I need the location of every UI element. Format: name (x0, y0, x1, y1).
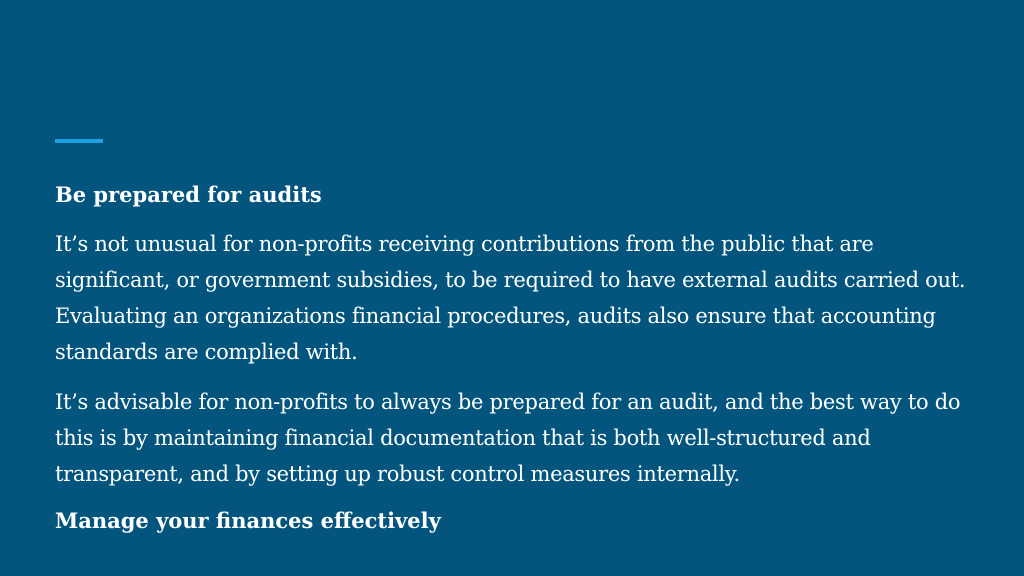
section-heading: Be prepared for audits (55, 182, 322, 207)
paragraph-audit-preparation: It’s advisable for non-profits to always be prepared for an audit, and the best way to do this is by maintaining financial documentation that is both well-structured and transparent, and by setting up robust control measures internally. (55, 390, 961, 486)
accent-bar (55, 139, 103, 143)
paragraph-audits-requirement: It’s not unusual for non-profits receiving contributions from the public that are significant, or government subsidies, to be required to have external audits carried out. Evaluating an organizations financial procedures, audits also ensure that accounting standards are complied with. (55, 232, 966, 364)
next-section-heading: Manage your finances effectively (55, 508, 441, 533)
slide-content (55, 180, 985, 536)
